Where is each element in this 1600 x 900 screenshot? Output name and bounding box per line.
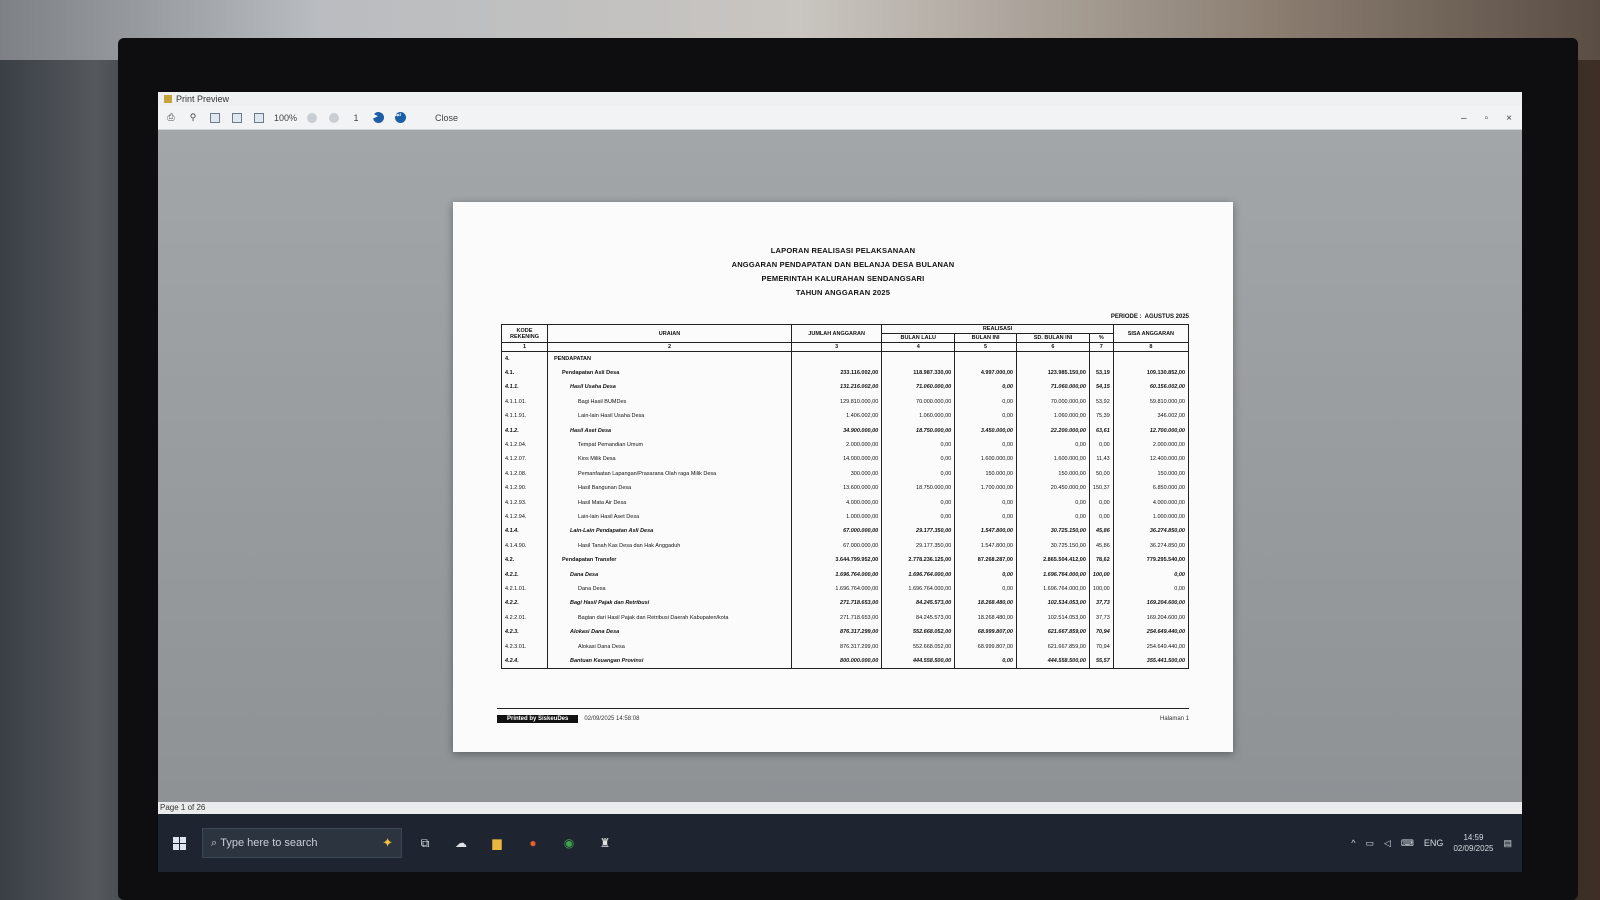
row-persen: 50,00 bbox=[1089, 467, 1113, 481]
row-sd-bulan-ini: 71.060.000,00 bbox=[1016, 380, 1089, 394]
row-sisa: 779.295.540,00 bbox=[1113, 553, 1188, 567]
row-persen: 53,19 bbox=[1089, 366, 1113, 380]
report-title-line: TAHUN ANGGARAN 2025 bbox=[795, 288, 891, 297]
row-bulan-ini: 0,00 bbox=[955, 438, 1017, 452]
file-explorer-icon[interactable]: ▆ bbox=[492, 836, 502, 850]
row-bulan-ini: 1.700.000,00 bbox=[955, 481, 1017, 495]
first-page-button[interactable] bbox=[305, 111, 319, 125]
row-sisa: 254.649.440,00 bbox=[1113, 625, 1188, 639]
table-row bbox=[502, 438, 1189, 452]
table-row bbox=[502, 467, 1189, 481]
maximize-button[interactable]: ▫ bbox=[1484, 112, 1489, 124]
row-bulan-ini: 0,00 bbox=[955, 654, 1017, 668]
row-jumlah bbox=[792, 352, 882, 366]
table-row bbox=[502, 553, 1189, 567]
row-kode: 4.1.2.90. bbox=[502, 481, 548, 495]
row-bulan-ini: 1.600.000,00 bbox=[955, 452, 1017, 466]
search-placeholder: Type here to search bbox=[220, 837, 318, 849]
row-sisa: 36.274.850,00 bbox=[1113, 539, 1188, 553]
page-width-button[interactable] bbox=[252, 111, 266, 125]
siskeudes-app-icon[interactable]: ♜ bbox=[599, 836, 611, 850]
app-icon bbox=[164, 95, 172, 103]
next-page-button[interactable]: ▶ bbox=[371, 111, 385, 125]
row-bulan-ini: 0,00 bbox=[955, 495, 1017, 509]
row-kode: 4.2.3. bbox=[502, 625, 548, 639]
close-window-button[interactable]: × bbox=[1506, 112, 1512, 124]
notification-icon[interactable]: ▤ bbox=[1503, 837, 1512, 848]
page-number-input[interactable]: 1 bbox=[353, 112, 359, 123]
row-sd-bulan-ini: 1.600.000,00 bbox=[1016, 452, 1089, 466]
row-sd-bulan-ini: 444.558.500,00 bbox=[1016, 654, 1089, 668]
chevron-up-icon[interactable]: ^ bbox=[1351, 838, 1356, 848]
col-num: 4 bbox=[882, 343, 955, 352]
row-persen: 37,73 bbox=[1089, 611, 1113, 625]
row-uraian: Tempat Pemandian Umum bbox=[548, 438, 792, 452]
row-jumlah: 876.317.299,00 bbox=[792, 625, 882, 639]
task-view-icon[interactable]: ⧉ bbox=[420, 835, 430, 850]
copilot-sparkle-icon: ✦ bbox=[382, 835, 393, 850]
row-sd-bulan-ini: 1.696.764.000,00 bbox=[1016, 582, 1089, 596]
clock-time: 14:59 bbox=[1463, 833, 1484, 842]
row-uraian: Pendapatan Transfer bbox=[548, 553, 792, 567]
minimize-button[interactable]: – bbox=[1461, 112, 1467, 124]
row-bulan-ini: 87.268.287,00 bbox=[955, 553, 1017, 567]
row-sisa: 355.441.500,00 bbox=[1113, 654, 1188, 668]
row-sd-bulan-ini: 0,00 bbox=[1016, 510, 1089, 524]
row-sisa: 59.810.000,00 bbox=[1113, 395, 1188, 409]
report-title-line: ANGGARAN PENDAPATAN DAN BELANJA DESA BULANAN bbox=[731, 260, 955, 269]
printed-by: Printed by SiskeuDes bbox=[497, 715, 578, 723]
row-jumlah: 131.216.002,00 bbox=[792, 380, 882, 394]
taskbar-search[interactable] bbox=[202, 828, 402, 858]
row-jumlah: 800.000.000,00 bbox=[792, 654, 882, 668]
row-uraian: Pemanfaatan Lapangan/Prasarana Olah raga Milik Desa bbox=[548, 467, 792, 481]
row-bulan-lalu: 1.696.764.000,00 bbox=[882, 567, 955, 581]
row-persen: 63,61 bbox=[1089, 423, 1113, 437]
report-page bbox=[453, 202, 1233, 752]
row-sisa: 12.700.000,00 bbox=[1113, 423, 1188, 437]
col-jumlah: JUMLAH ANGGARAN bbox=[792, 325, 882, 343]
row-bulan-lalu: 118.987.330,00 bbox=[882, 366, 955, 380]
last-page-button[interactable]: ⏭ bbox=[393, 111, 407, 125]
table-row bbox=[502, 596, 1189, 610]
row-bulan-ini: 0,00 bbox=[955, 395, 1017, 409]
row-uraian: Kios Milik Desa bbox=[548, 452, 792, 466]
row-bulan-ini: 0,00 bbox=[955, 582, 1017, 596]
row-bulan-lalu: 70.000.000,00 bbox=[882, 395, 955, 409]
row-uraian: Alokasi Dana Desa bbox=[548, 625, 792, 639]
row-kode: 4.1.2.04. bbox=[502, 438, 548, 452]
row-jumlah: 13.600.000,00 bbox=[792, 481, 882, 495]
table-row bbox=[502, 423, 1189, 437]
row-uraian: Pendapatan Asli Desa bbox=[548, 366, 792, 380]
pinned-apps bbox=[416, 834, 614, 852]
row-bulan-lalu: 18.750.000,00 bbox=[882, 423, 955, 437]
row-bulan-ini: 4.997.000,00 bbox=[955, 366, 1017, 380]
row-kode: 4.1.2.08. bbox=[502, 467, 548, 481]
row-sd-bulan-ini: 102.514.053,00 bbox=[1016, 596, 1089, 610]
taskbar bbox=[158, 814, 1522, 872]
system-tray bbox=[1351, 832, 1512, 854]
row-jumlah: 129.810.000,00 bbox=[792, 395, 882, 409]
row-bulan-lalu: 552.668.052,00 bbox=[882, 625, 955, 639]
col-sd-bulan-ini: SD. BULAN INI bbox=[1016, 334, 1089, 343]
row-kode: 4.2.3.01. bbox=[502, 639, 548, 653]
row-bulan-ini: 150.000,00 bbox=[955, 467, 1017, 481]
row-sd-bulan-ini: 70.000.000,00 bbox=[1016, 395, 1089, 409]
row-kode: 4.1.2.93. bbox=[502, 495, 548, 509]
table-row bbox=[502, 524, 1189, 538]
row-sd-bulan-ini: 20.450.000,00 bbox=[1016, 481, 1089, 495]
table-row bbox=[502, 611, 1189, 625]
report-title-line: PEMERINTAH KALURAHAN SENDANGSARI bbox=[761, 274, 925, 283]
clock[interactable] bbox=[1453, 832, 1493, 854]
row-bulan-ini: 0,00 bbox=[955, 567, 1017, 581]
table-row bbox=[502, 639, 1189, 653]
row-bulan-lalu: 29.177.350,00 bbox=[882, 539, 955, 553]
row-sisa: 109.130.852,00 bbox=[1113, 366, 1188, 380]
table-row bbox=[502, 567, 1189, 581]
row-persen: 70,94 bbox=[1089, 625, 1113, 639]
prev-page-button[interactable] bbox=[327, 111, 341, 125]
row-uraian: PENDAPATAN bbox=[548, 352, 792, 366]
print-timestamp: 02/09/2025 14:58:08 bbox=[584, 715, 640, 722]
row-bulan-ini: 68.999.807,00 bbox=[955, 639, 1017, 653]
row-sd-bulan-ini: 1.060.000,00 bbox=[1016, 409, 1089, 423]
row-bulan-lalu: 0,00 bbox=[882, 467, 955, 481]
status-bar: Page 1 of 26 bbox=[158, 802, 1522, 814]
row-jumlah: 67.000.000,00 bbox=[792, 539, 882, 553]
zoom-level[interactable]: 100% bbox=[274, 112, 298, 123]
report-title-line: LAPORAN REALISASI PELAKSANAAN bbox=[770, 246, 916, 255]
row-persen: 100,00 bbox=[1089, 567, 1113, 581]
row-uraian: Dana Desa bbox=[548, 567, 792, 581]
row-jumlah: 4.000.000,00 bbox=[792, 495, 882, 509]
col-persen: % bbox=[1089, 334, 1113, 343]
window-titlebar bbox=[158, 92, 1522, 106]
row-persen: 0,00 bbox=[1089, 438, 1113, 452]
row-sisa: 169.204.600,00 bbox=[1113, 596, 1188, 610]
row-sd-bulan-ini: 150.000,00 bbox=[1016, 467, 1089, 481]
col-bulan-lalu: BULAN LALU bbox=[882, 334, 955, 343]
row-bulan-lalu: 1.696.764.000,00 bbox=[882, 582, 955, 596]
row-kode: 4.1.4.90. bbox=[502, 539, 548, 553]
language-indicator[interactable]: ENG bbox=[1423, 838, 1444, 848]
table-row bbox=[502, 395, 1189, 409]
row-bulan-ini: 0,00 bbox=[955, 510, 1017, 524]
windows-start-button[interactable] bbox=[164, 828, 194, 858]
row-kode: 4.2.2. bbox=[502, 596, 548, 610]
row-persen: 100,00 bbox=[1089, 582, 1113, 596]
row-sisa: 150.000,00 bbox=[1113, 467, 1188, 481]
one-page-button[interactable] bbox=[208, 111, 222, 125]
row-bulan-lalu: 2.778.236.125,00 bbox=[882, 553, 955, 567]
row-jumlah: 34.900.000,00 bbox=[792, 423, 882, 437]
row-sisa: 60.156.002,00 bbox=[1113, 380, 1188, 394]
row-bulan-lalu: 552.668.052,00 bbox=[882, 639, 955, 653]
col-realisasi: REALISASI bbox=[882, 325, 1114, 334]
row-kode: 4.2.1.01. bbox=[502, 582, 548, 596]
row-uraian: Bagi Hasil Pajak dan Retribusi bbox=[548, 596, 792, 610]
row-bulan-ini: 1.547.800,00 bbox=[955, 539, 1017, 553]
row-persen: 11,43 bbox=[1089, 452, 1113, 466]
firefox-icon[interactable]: ● bbox=[529, 836, 537, 850]
row-sisa: 346.002,00 bbox=[1113, 409, 1188, 423]
col-kode: KODE REKENING bbox=[502, 325, 548, 343]
table-row bbox=[502, 352, 1189, 366]
row-bulan-lalu: 0,00 bbox=[882, 495, 955, 509]
chat-icon[interactable]: ☁ bbox=[455, 836, 467, 850]
row-kode: 4.2. bbox=[502, 553, 548, 567]
row-sisa: 169.204.600,00 bbox=[1113, 611, 1188, 625]
col-num: 1 bbox=[502, 343, 548, 352]
row-kode: 4.1.2. bbox=[502, 423, 548, 437]
row-jumlah: 14.000.000,00 bbox=[792, 452, 882, 466]
row-bulan-ini: 18.268.480,00 bbox=[955, 611, 1017, 625]
row-uraian: Hasil Mata Air Desa bbox=[548, 495, 792, 509]
table-row bbox=[502, 481, 1189, 495]
report-title bbox=[453, 202, 1233, 300]
page-indicator: Halaman 1 bbox=[1159, 715, 1189, 722]
table-row bbox=[502, 409, 1189, 423]
row-sd-bulan-ini bbox=[1016, 352, 1089, 366]
table-row bbox=[502, 582, 1189, 596]
row-jumlah: 300.000,00 bbox=[792, 467, 882, 481]
row-sisa: 6.850.000,00 bbox=[1113, 481, 1188, 495]
row-jumlah: 3.644.799.952,00 bbox=[792, 553, 882, 567]
row-bulan-ini bbox=[955, 352, 1017, 366]
row-sisa: 0,00 bbox=[1113, 567, 1188, 581]
row-kode: 4.2.2.01. bbox=[502, 611, 548, 625]
row-jumlah: 271.718.653,00 bbox=[792, 611, 882, 625]
col-num: 3 bbox=[792, 343, 882, 352]
keyboard-icon[interactable]: ⌨ bbox=[1400, 837, 1414, 848]
close-preview-button[interactable]: Close bbox=[435, 112, 459, 123]
col-num: 7 bbox=[1089, 343, 1113, 352]
table-row bbox=[502, 654, 1189, 668]
row-uraian: Lain-Lain Pendapatan Asli Desa bbox=[548, 524, 792, 538]
chrome-icon[interactable]: ◉ bbox=[563, 836, 575, 850]
row-sd-bulan-ini: 1.696.764.000,00 bbox=[1016, 567, 1089, 581]
periode-value: AGUSTUS 2025 bbox=[1144, 314, 1189, 320]
periode: PERIODE : AGUSTUS 2025 bbox=[1110, 314, 1189, 320]
row-kode: 4.2.4. bbox=[502, 654, 548, 668]
periode-label: PERIODE bbox=[1110, 314, 1138, 320]
row-jumlah: 271.718.653,00 bbox=[792, 596, 882, 610]
row-sisa: 4.000.000,00 bbox=[1113, 495, 1188, 509]
row-sisa: 254.649.440,00 bbox=[1113, 639, 1188, 653]
row-sisa: 1.000.000,00 bbox=[1113, 510, 1188, 524]
row-persen: 0,00 bbox=[1089, 495, 1113, 509]
row-uraian: Hasil Aset Desa bbox=[548, 423, 792, 437]
row-bulan-lalu: 84.245.573,00 bbox=[882, 596, 955, 610]
row-bulan-lalu: 29.177.350,00 bbox=[882, 524, 955, 538]
row-sd-bulan-ini: 22.200.000,00 bbox=[1016, 423, 1089, 437]
row-bulan-lalu: 0,00 bbox=[882, 438, 955, 452]
row-uraian: Lain-lain Hasil Usaha Desa bbox=[548, 409, 792, 423]
col-num: 2 bbox=[548, 343, 792, 352]
row-sisa: 12.400.000,00 bbox=[1113, 452, 1188, 466]
row-sisa: 0,00 bbox=[1113, 582, 1188, 596]
row-bulan-lalu: 444.558.500,00 bbox=[882, 654, 955, 668]
network-icon[interactable]: ▭ bbox=[1365, 837, 1374, 848]
row-persen: 45,86 bbox=[1089, 539, 1113, 553]
table-row bbox=[502, 495, 1189, 509]
row-bulan-ini: 18.268.480,00 bbox=[955, 596, 1017, 610]
row-uraian: Bagian dari Hasil Pajak dan Retribusi Daerah Kabupaten/kota bbox=[548, 611, 792, 625]
row-kode: 4.1.2.07. bbox=[502, 452, 548, 466]
row-jumlah: 1.696.764.000,00 bbox=[792, 582, 882, 596]
row-uraian: Bantuan Keuangan Provinsi bbox=[548, 654, 792, 668]
row-bulan-lalu: 1.060.000,00 bbox=[882, 409, 955, 423]
find-icon[interactable]: ⚲ bbox=[189, 112, 197, 122]
col-bulan-ini: BULAN INI bbox=[955, 334, 1017, 343]
row-persen: 54,15 bbox=[1089, 380, 1113, 394]
row-sd-bulan-ini: 621.667.859,00 bbox=[1016, 639, 1089, 653]
row-bulan-lalu: 84.245.573,00 bbox=[882, 611, 955, 625]
row-sd-bulan-ini: 2.865.504.412,00 bbox=[1016, 553, 1089, 567]
table-row bbox=[502, 510, 1189, 524]
row-uraian: Alokasi Dana Desa bbox=[548, 639, 792, 653]
table-row bbox=[502, 380, 1189, 394]
col-uraian: URAIAN bbox=[548, 325, 792, 343]
preview-toolbar bbox=[158, 106, 1522, 130]
col-num: 6 bbox=[1016, 343, 1089, 352]
row-sd-bulan-ini: 102.514.053,00 bbox=[1016, 611, 1089, 625]
row-uraian: Hasil Bangunan Desa bbox=[548, 481, 792, 495]
row-bulan-lalu: 71.060.000,00 bbox=[882, 380, 955, 394]
row-persen: 55,57 bbox=[1089, 654, 1113, 668]
report-footer bbox=[497, 708, 1189, 722]
row-bulan-lalu: 18.750.000,00 bbox=[882, 481, 955, 495]
table-row bbox=[502, 625, 1189, 639]
row-persen: 45,86 bbox=[1089, 524, 1113, 538]
row-kode: 4.1.4. bbox=[502, 524, 548, 538]
row-persen bbox=[1089, 352, 1113, 366]
row-persen: 53,92 bbox=[1089, 395, 1113, 409]
window-title: Print Preview bbox=[176, 94, 230, 104]
two-page-button[interactable] bbox=[230, 111, 244, 125]
col-sisa: SISA ANGGARAN bbox=[1113, 325, 1188, 343]
clock-date: 02/09/2025 bbox=[1453, 844, 1494, 853]
row-kode: 4.1.1.91. bbox=[502, 409, 548, 423]
volume-icon[interactable]: ◁ bbox=[1384, 837, 1391, 848]
row-kode: 4.1.1.01. bbox=[502, 395, 548, 409]
row-bulan-lalu: 0,00 bbox=[882, 452, 955, 466]
row-sd-bulan-ini: 0,00 bbox=[1016, 495, 1089, 509]
row-sisa bbox=[1113, 352, 1188, 366]
table-row bbox=[502, 452, 1189, 466]
row-jumlah: 2.000.000,00 bbox=[792, 438, 882, 452]
row-sd-bulan-ini: 123.985.150,00 bbox=[1016, 366, 1089, 380]
col-num: 5 bbox=[955, 343, 1017, 352]
row-jumlah: 876.317.299,00 bbox=[792, 639, 882, 653]
row-kode: 4.1.2.94. bbox=[502, 510, 548, 524]
row-kode: 4. bbox=[502, 352, 548, 366]
row-sisa: 2.000.000,00 bbox=[1113, 438, 1188, 452]
row-persen: 70,94 bbox=[1089, 639, 1113, 653]
row-sd-bulan-ini: 0,00 bbox=[1016, 438, 1089, 452]
row-bulan-ini: 0,00 bbox=[955, 380, 1017, 394]
table-row bbox=[502, 366, 1189, 380]
row-kode: 4.2.1. bbox=[502, 567, 548, 581]
row-jumlah: 1.000.000,00 bbox=[792, 510, 882, 524]
row-sd-bulan-ini: 30.725.150,00 bbox=[1016, 539, 1089, 553]
row-persen: 75,39 bbox=[1089, 409, 1113, 423]
row-kode: 4.1.1. bbox=[502, 380, 548, 394]
row-persen: 0,00 bbox=[1089, 510, 1113, 524]
search-icon: ⌕ bbox=[211, 836, 221, 849]
row-jumlah: 1.406.002,00 bbox=[792, 409, 882, 423]
row-bulan-ini: 0,00 bbox=[955, 409, 1017, 423]
row-jumlah: 233.116.002,00 bbox=[792, 366, 882, 380]
row-uraian: Lain-lain Hasil Aset Desa bbox=[548, 510, 792, 524]
report-table bbox=[501, 324, 1189, 669]
report-table-body bbox=[502, 352, 1189, 669]
row-uraian: Hasil Tanah Kas Desa dan Hak Anggaduh bbox=[548, 539, 792, 553]
row-uraian: Dana Desa bbox=[548, 582, 792, 596]
row-bulan-ini: 1.547.800,00 bbox=[955, 524, 1017, 538]
print-icon[interactable]: ⎙ bbox=[167, 112, 175, 122]
row-persen: 37,73 bbox=[1089, 596, 1113, 610]
row-kode: 4.1. bbox=[502, 366, 548, 380]
row-sisa: 36.274.850,00 bbox=[1113, 524, 1188, 538]
window-controls bbox=[1461, 106, 1512, 130]
table-row bbox=[502, 539, 1189, 553]
monitor-screen bbox=[158, 92, 1522, 872]
row-jumlah: 1.696.764.000,00 bbox=[792, 567, 882, 581]
row-bulan-ini: 3.450.000,00 bbox=[955, 423, 1017, 437]
row-jumlah: 67.000.000,00 bbox=[792, 524, 882, 538]
row-bulan-lalu: 0,00 bbox=[882, 510, 955, 524]
row-uraian: Bagi Hasil BUMDes bbox=[548, 395, 792, 409]
row-persen: 78,62 bbox=[1089, 553, 1113, 567]
row-bulan-ini: 68.999.807,00 bbox=[955, 625, 1017, 639]
row-uraian: Hasil Usaha Desa bbox=[548, 380, 792, 394]
col-num: 8 bbox=[1113, 343, 1188, 352]
row-sd-bulan-ini: 30.725.150,00 bbox=[1016, 524, 1089, 538]
row-bulan-lalu bbox=[882, 352, 955, 366]
row-persen: 150,37 bbox=[1089, 481, 1113, 495]
row-sd-bulan-ini: 621.667.859,00 bbox=[1016, 625, 1089, 639]
